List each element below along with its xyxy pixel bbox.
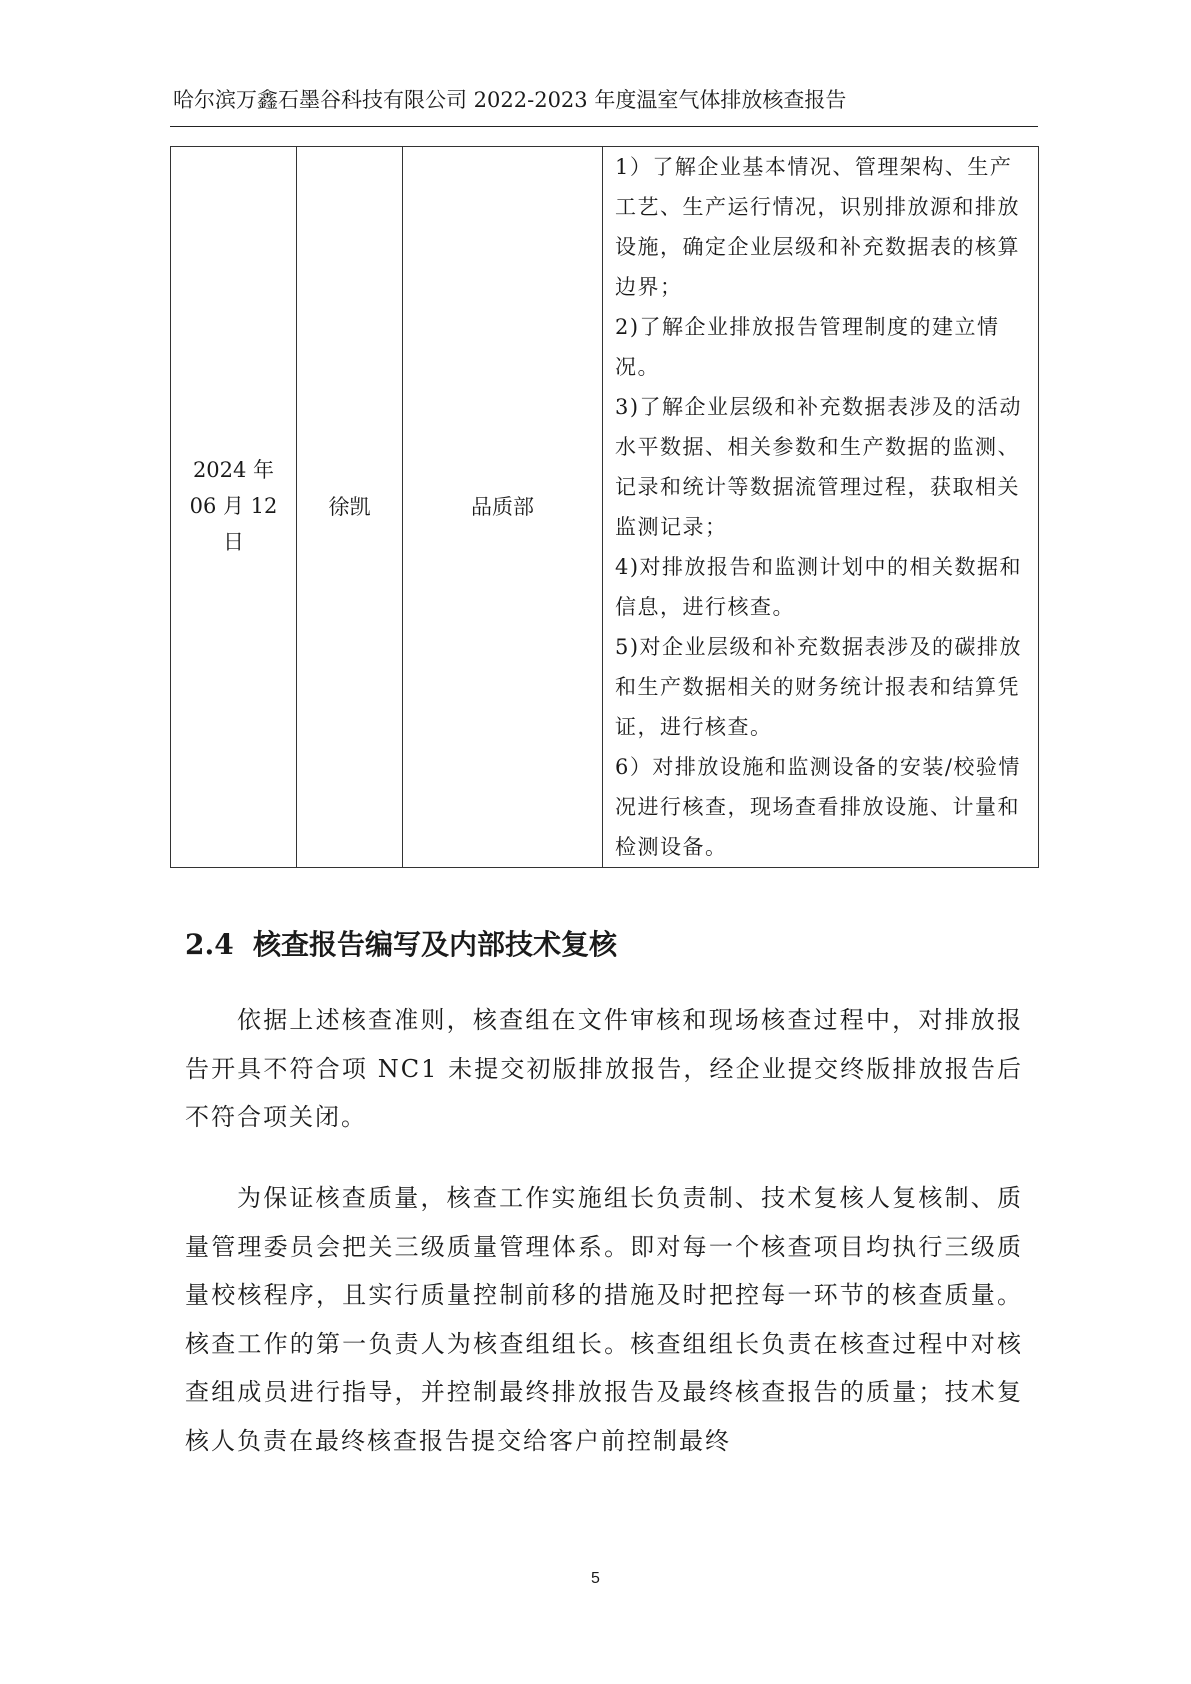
activity-item-4: 4)对排放报告和监测计划中的相关数据和信息，进行核查。 xyxy=(615,555,1023,619)
department-cell: 品质部 xyxy=(403,147,603,868)
verification-schedule-table xyxy=(170,146,1039,868)
section-title-text: 核查报告编写及内部技术复核 xyxy=(253,928,618,961)
running-header: 哈尔滨万鑫石墨谷科技有限公司 2022-2023 年度温室气体排放核查报告 xyxy=(173,88,847,112)
activity-item-3: 3)了解企业层级和补充数据表涉及的活动水平数据、相关参数和生产数据的监测、记录和统计等数据流管理过程，获取相关监测记录； xyxy=(615,395,1023,539)
person-cell: 徐凯 xyxy=(297,147,403,868)
date-cell xyxy=(171,147,297,868)
table-row xyxy=(171,147,1039,868)
date-text: 2024 年 06 月 12 日 xyxy=(189,458,278,554)
section-heading xyxy=(185,925,617,965)
activity-item-2: 2)了解企业排放报告管理制度的建立情况。 xyxy=(615,315,1000,379)
paragraph-2: 为保证核查质量，核查工作实施组长负责制、技术复核人复核制、质量管理委员会把关三级质量管理体系。即对每一个核查项目均执行三级质量校核程序，且实行质量控制前移的措施及时把控每一环节的核查质量。核查工作的第一负责人为核查组组长。核查组组长负责在核查过程中对核查组成员进行指导，并控制最终排放报告及最终核查报告的质量；技术复核人负责在最终核查报告提交给客户前控制最终 xyxy=(185,1184,1023,1455)
activity-item-1: 1）了解企业基本情况、管理架构、生产工艺、生产运行情况，识别排放源和排放设施，确定企业层级和补充数据表的核算边界； xyxy=(615,155,1020,299)
activity-content-cell xyxy=(603,147,1039,868)
paragraph-1: 依据上述核查准则，核查组在文件审核和现场核查过程中，对排放报告开具不符合项 NC1 未提交初版排放报告，经企业提交终版排放报告后不符合项关闭。 xyxy=(185,1006,1023,1131)
header-rule xyxy=(170,126,1038,127)
activity-item-5: 5)对企业层级和补充数据表涉及的碳排放和生产数据相关的财务统计报表和结算凭证，进行核查。 xyxy=(615,635,1023,739)
section-number: 2.4 xyxy=(185,928,234,961)
page-number: 5 xyxy=(591,1570,600,1587)
activity-item-6: 6）对排放设施和监测设备的安装/校验情况进行核查，现场查看排放设施、计量和检测设备。 xyxy=(615,755,1021,859)
